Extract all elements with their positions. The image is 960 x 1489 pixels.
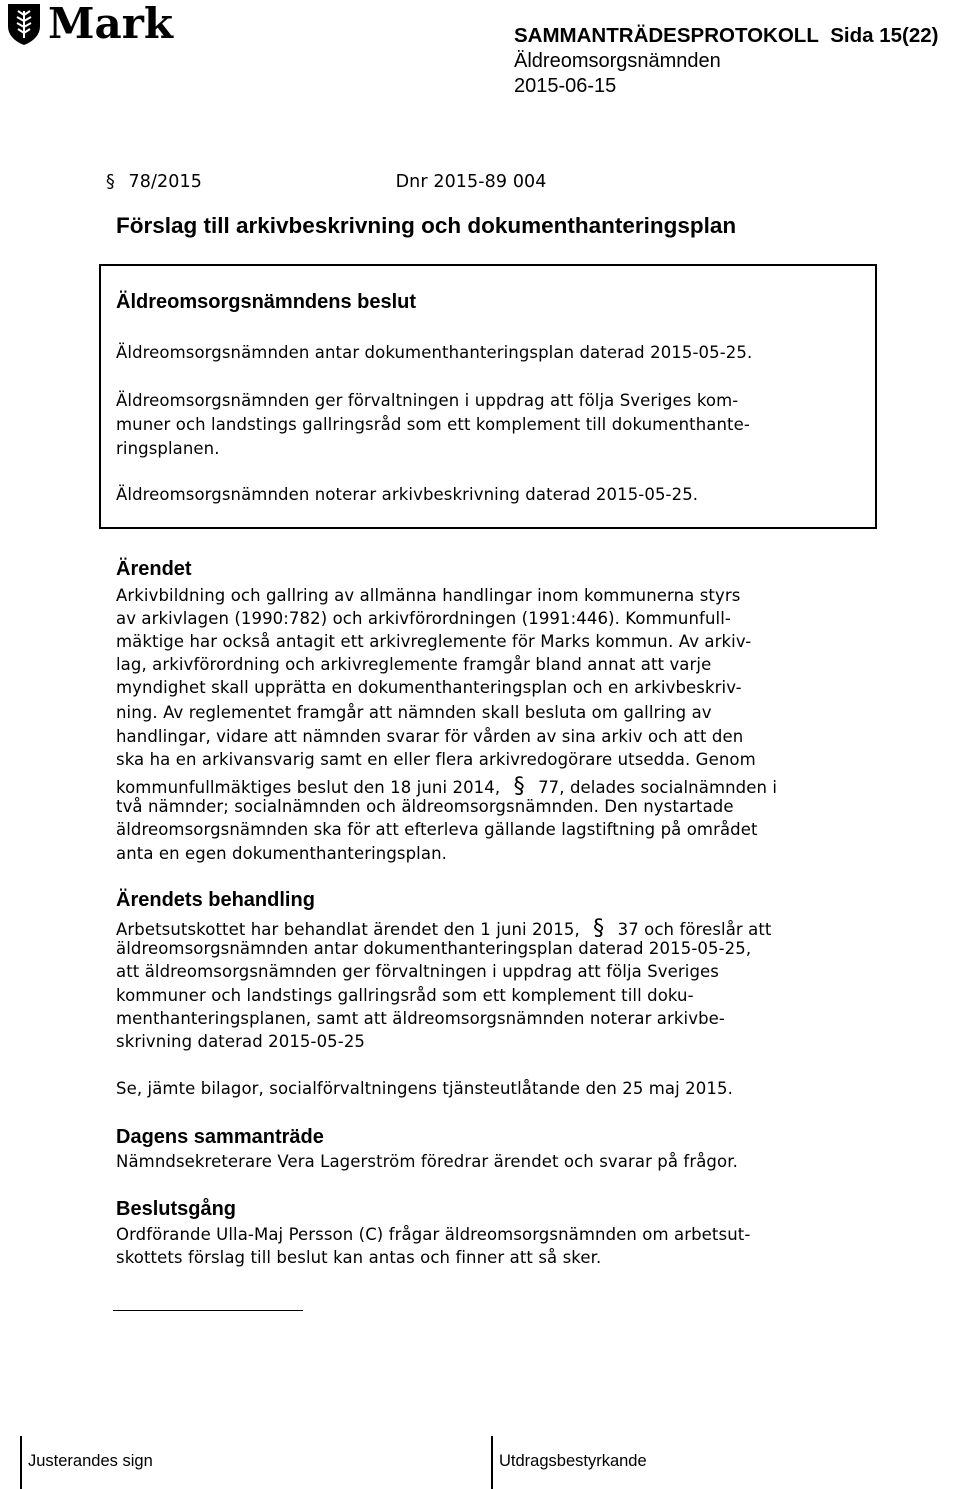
behandling-line: [116, 916, 772, 941]
decision-line: Äldreomsorgsnämnden ger förvaltningen i uppdrag att följa Sveriges kom-: [116, 391, 739, 410]
footer-utdragsbestyrkande: Utdragsbestyrkande: [499, 1452, 647, 1470]
behandling-line: skrivning daterad 2015-05-25: [116, 1032, 366, 1051]
arendet-line: ska ha en arkivansvarig samt en eller flera arkivredogörare utsedda. Genom: [116, 750, 756, 769]
logo-text: Mark: [48, 0, 173, 48]
signature-line: [113, 1310, 303, 1311]
beslutsgang-heading: Beslutsgång: [116, 1198, 237, 1220]
beslutsgang-line: Ordförande Ulla-Maj Persson (C) frågar äldreomsorgsnämnden om arbetsut-: [116, 1225, 751, 1244]
footer-divider: [491, 1436, 493, 1489]
arendet-line: [116, 774, 777, 799]
header-date: 2015-06-15: [514, 75, 617, 97]
arendet-line: Arkivbildning och gallring av allmänna handlingar inom kommunerna styrs: [116, 586, 741, 605]
case-number: 78/2015: [128, 172, 202, 192]
sammantrade-line: Nämndsekreterare Vera Lagerström föredrar ärendet och svarar på frågor.: [116, 1152, 738, 1171]
decision-line: muner och landstings gallringsråd som ett komplement till dokumenthante-: [116, 415, 750, 434]
sammantrade-heading: Dagens sammanträde: [116, 1126, 324, 1148]
section-sign-icon: §: [593, 916, 605, 941]
section-sign-icon: §: [106, 172, 115, 192]
arendet-line: lag, arkivförordning och arkivreglemente framgår bland annat att varje: [116, 655, 712, 674]
arendet-line: ning. Av reglementet framgår att nämnden skall besluta om gallring av: [116, 703, 712, 722]
municipality-logo: [6, 2, 173, 46]
arendet-line: anta en egen dokumenthanteringsplan.: [116, 844, 447, 863]
behandling-line: att äldreomsorgsnämnden ger förvaltningen i uppdrag att följa Sveriges: [116, 962, 720, 981]
case-title: Förslag till arkivbeskrivning och dokumenthanteringsplan: [116, 213, 737, 238]
arendet-line: handlingar, vidare att nämnden svarar för vården av sina arkiv och att den: [116, 727, 744, 746]
behandling-line: äldreomsorgsnämnden antar dokumenthanteringsplan daterad 2015-05-25,: [116, 939, 752, 958]
behandling-line: menthanteringsplanen, samt att äldreomsorgsnämnden noterar arkivbe-: [116, 1009, 725, 1028]
page-label: Sida 15(22): [830, 24, 939, 47]
arendet-line: av arkivlagen (1990:782) och arkivförordningen (1991:446). Kommunfull-: [116, 609, 731, 628]
decision-heading: Äldreomsorgsnämndens beslut: [116, 291, 417, 313]
decision-line: Äldreomsorgsnämnden antar dokumenthanteringsplan daterad 2015-05-25.: [116, 343, 753, 362]
behandling-line: kommuner och landstings gallringsråd som ett komplement till doku-: [116, 986, 694, 1005]
footer-justerandes-sign: Justerandes sign: [28, 1452, 153, 1470]
header-committee: Äldreomsorgsnämnden: [514, 50, 721, 72]
case-dnr: Dnr 2015-89 004: [395, 172, 547, 192]
arendet-text: 77, delades socialnämnden i: [538, 778, 778, 797]
case-line: [106, 172, 547, 192]
decision-line: ringsplanen.: [116, 439, 220, 458]
behandling-line: Se, jämte bilagor, socialförvaltningens tjänsteutlåtande den 25 maj 2015.: [116, 1079, 733, 1098]
section-sign-icon: §: [513, 774, 525, 799]
arendet-line: äldreomsorgsnämnden ska för att efterleva gällande lagstiftning på området: [116, 820, 758, 839]
behandling-text: 37 och föreslår att: [617, 920, 772, 939]
beslutsgang-line: skottets förslag till beslut kan antas och finner att så sker.: [116, 1248, 602, 1267]
behandling-text: Arbetsutskottet har behandlat ärendet den 1 juni 2015,: [116, 920, 580, 939]
decision-line: Äldreomsorgsnämnden noterar arkivbeskrivning daterad 2015-05-25.: [116, 485, 699, 504]
footer-divider: [20, 1436, 22, 1489]
arendet-text: kommunfullmäktiges beslut den 18 juni 2014,: [116, 778, 501, 797]
arendet-line: mäktige har också antagit ett arkivreglemente för Marks kommun. Av arkiv-: [116, 632, 752, 651]
arendet-heading: Ärendet: [116, 558, 192, 580]
behandling-heading: Ärendets behandling: [116, 889, 315, 911]
coat-of-arms-icon: [6, 2, 42, 46]
document-type: [514, 24, 939, 48]
doc-type-label: SAMMANTRÄDESPROTOKOLL: [514, 24, 819, 47]
arendet-line: två nämnder; socialnämnden och äldreomsorgsnämnden. Den nystartade: [116, 797, 734, 816]
arendet-line: myndighet skall upprätta en dokumenthanteringsplan och en arkivbeskriv-: [116, 678, 742, 697]
